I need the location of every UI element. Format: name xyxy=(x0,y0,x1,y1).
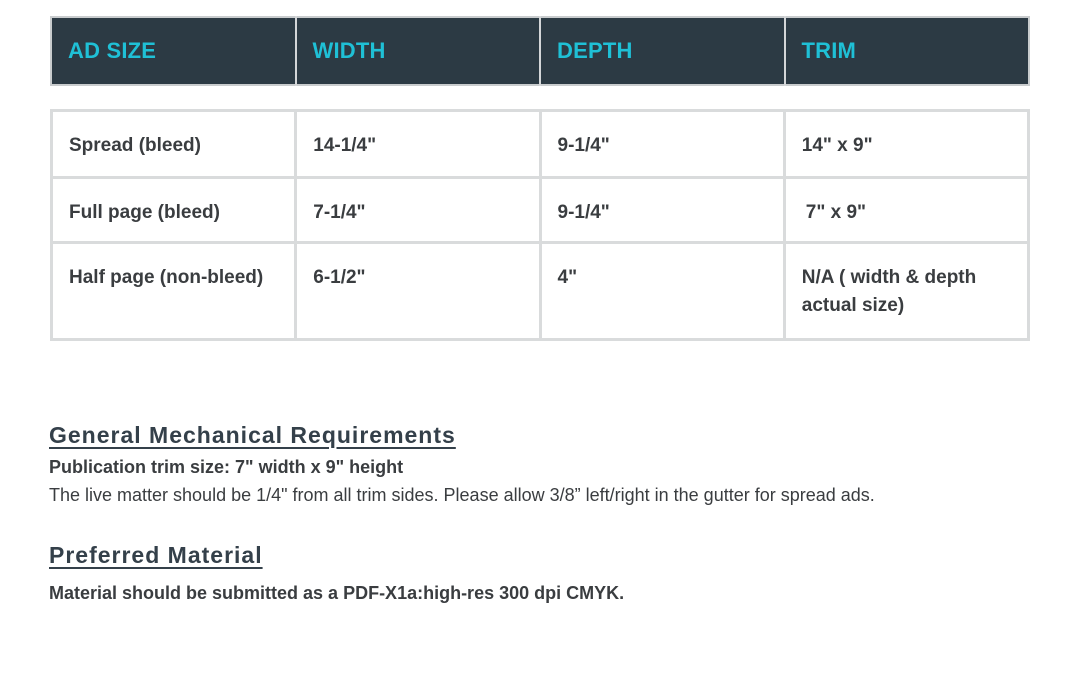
ad-size-data-table xyxy=(50,109,1030,341)
table-row xyxy=(52,111,1029,178)
cell-trim: 7" x 9" xyxy=(784,178,1028,243)
preferred-material-heading: Preferred Material xyxy=(49,542,263,568)
cell-trim: 14" x 9" xyxy=(784,111,1028,178)
header-depth: DEPTH xyxy=(540,17,785,85)
mechanical-requirements-section xyxy=(49,422,1039,506)
cell-depth: 9-1/4" xyxy=(540,111,784,178)
header-trim: TRIM xyxy=(785,17,1030,85)
header-row xyxy=(51,17,1029,85)
cell-depth: 9-1/4" xyxy=(540,178,784,243)
cell-width: 14-1/4" xyxy=(296,111,540,178)
live-matter-text: The live matter should be 1/4" from all trim sides. Please allow 3/8” left/right in the gutter for spread ads. xyxy=(49,485,875,505)
mechanical-requirements-heading: General Mechanical Requirements xyxy=(49,422,456,448)
material-text: Material should be submitted as a PDF-X1a:high-res 300 dpi CMYK. xyxy=(49,583,625,603)
trim-size-line: Publication trim size: 7" width x 9" height xyxy=(49,457,404,477)
table-row xyxy=(52,178,1029,243)
cell-width: 6-1/2" xyxy=(296,243,540,340)
cell-ad-size: Spread (bleed) xyxy=(52,111,296,178)
cell-trim: N/A ( width & depth actual size) xyxy=(784,243,1028,340)
cell-ad-size: Half page (non-bleed) xyxy=(52,243,296,340)
preferred-material-section xyxy=(49,542,1039,604)
ad-size-header-table xyxy=(50,16,1030,86)
table-row xyxy=(52,243,1029,340)
cell-ad-size: Full page (bleed) xyxy=(52,178,296,243)
header-ad-size: AD SIZE xyxy=(51,17,296,85)
cell-width: 7-1/4" xyxy=(296,178,540,243)
cell-depth: 4" xyxy=(540,243,784,340)
header-width: WIDTH xyxy=(296,17,541,85)
